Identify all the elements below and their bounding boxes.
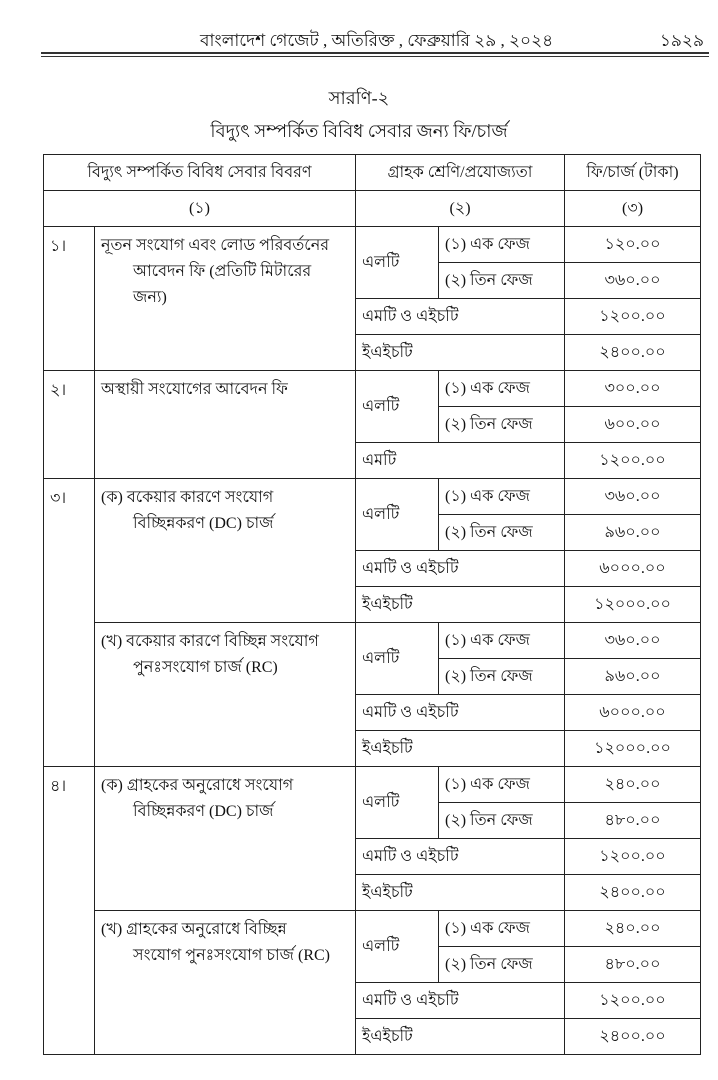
fee-amount: ৩৬০.০০: [565, 623, 701, 659]
phase-type: (১) এক ফেজ: [439, 479, 565, 515]
customer-category: এলটি: [356, 227, 439, 299]
service-description: [95, 227, 356, 371]
description-line: (খ) গ্রাহকের অনুরোধে বিচ্ছিন্ন: [101, 921, 287, 938]
service-description: [95, 767, 356, 911]
fee-amount: ১২০০.০০: [565, 839, 701, 875]
fee-amount: ৬০০০.০০: [565, 551, 701, 587]
customer-category: এমটি ও এইচটি: [356, 983, 565, 1019]
phase-type: (২) তিন ফেজ: [439, 659, 565, 695]
column-header: বিদ্যুৎ সম্পর্কিত বিবিধ সেবার বিবরণ: [44, 155, 356, 191]
column-number-row: [44, 191, 701, 227]
customer-category: ইএইচটি: [356, 875, 565, 911]
customer-category: এমটি ও এইচটি: [356, 551, 565, 587]
description-line: (ক) গ্রাহকের অনুরোধে সংযোগ: [101, 777, 294, 794]
column-number: (১): [44, 191, 356, 227]
serial-number: ২।: [44, 371, 95, 479]
customer-category: এলটি: [356, 623, 439, 695]
header-divider: [41, 52, 709, 57]
fee-amount: ২৪০০.০০: [565, 335, 701, 371]
serial-number: ৪।: [44, 767, 95, 1055]
fee-amount: ২৪০.০০: [565, 911, 701, 947]
phase-type: (২) তিন ফেজ: [439, 515, 565, 551]
description-line: সংযোগ পুনঃসংযোগ চার্জ (RC): [133, 947, 330, 964]
phase-type: (২) তিন ফেজ: [439, 407, 565, 443]
service-description: [95, 371, 356, 479]
fee-amount: ২৪০০.০০: [565, 1019, 701, 1055]
service-description: [95, 911, 356, 1055]
table-row: [44, 911, 701, 947]
service-description: [95, 479, 356, 623]
table-row: [44, 371, 701, 407]
header-row: [44, 155, 701, 191]
customer-category: ইএইচটি: [356, 731, 565, 767]
description-line: (খ) বকেয়ার কারণে বিচ্ছিন্ন সংযোগ: [101, 633, 319, 650]
column-header: ফি/চার্জ (টাকা): [565, 155, 701, 191]
table-subtitle: বিদ্যুৎ সম্পর্কিত বিবিধ সেবার জন্য ফি/চার্জ: [210, 121, 508, 141]
fee-amount: ৬০০০.০০: [565, 695, 701, 731]
description-line: নূতন সংযোগ এবং লোড পরিবর্তনের: [101, 237, 330, 254]
fee-amount: ১২০০০.০০: [565, 587, 701, 623]
phase-type: (২) তিন ফেজ: [439, 803, 565, 839]
table-title: সারণি-২: [328, 88, 390, 108]
column-number: (৩): [565, 191, 701, 227]
customer-category: ইএইচটি: [356, 587, 565, 623]
phase-type: (২) তিন ফেজ: [439, 947, 565, 983]
column-header: গ্রাহক শ্রেণি/প্রযোজ্যতা: [356, 155, 565, 191]
fee-amount: ৯৬০.০০: [565, 515, 701, 551]
table-row: [44, 227, 701, 263]
phase-type: (১) এক ফেজ: [439, 371, 565, 407]
fee-amount: ৩০০.০০: [565, 371, 701, 407]
customer-category: এলটি: [356, 767, 439, 839]
customer-category: এমটি ও এইচটি: [356, 695, 565, 731]
service-description: [95, 623, 356, 767]
fee-amount: ১২০০০.০০: [565, 731, 701, 767]
description-line: অস্থায়ী সংযোগের আবেদন ফি: [101, 381, 288, 398]
fee-amount: ৩৬০.০০: [565, 263, 701, 299]
fee-amount: ৪৮০.০০: [565, 947, 701, 983]
phase-type: (২) তিন ফেজ: [439, 263, 565, 299]
fee-amount: ২৪০.০০: [565, 767, 701, 803]
fee-table: [43, 154, 701, 1055]
column-number: (২): [356, 191, 565, 227]
table-row: [44, 623, 701, 659]
description-line: বিচ্ছিন্নকরণ (DC) চার্জ: [133, 515, 274, 532]
phase-type: (১) এক ফেজ: [439, 767, 565, 803]
fee-amount: ১২০০.০০: [565, 443, 701, 479]
table-row: [44, 479, 701, 515]
fee-amount: ১২০০.০০: [565, 983, 701, 1019]
gazette-title: বাংলাদেশ গেজেট , অতিরিক্ত , ফেব্রুয়ারি ২৯ , ২০২৪: [200, 31, 554, 50]
customer-category: এমটি ও এইচটি: [356, 299, 565, 335]
description-line: আবেদন ফি (প্রতিটি মিটারের জন্য): [133, 263, 312, 306]
customer-category: এলটি: [356, 911, 439, 983]
customer-category: এমটি ও এইচটি: [356, 839, 565, 875]
description-line: (ক) বকেয়ার কারণে সংযোগ: [101, 489, 274, 506]
phase-type: (১) এক ফেজ: [439, 623, 565, 659]
fee-amount: ৩৬০.০০: [565, 479, 701, 515]
customer-category: এলটি: [356, 371, 439, 443]
fee-amount: ৬০০.০০: [565, 407, 701, 443]
description-line: পুনঃসংযোগ চার্জ (RC): [133, 659, 278, 676]
fee-amount: ১২০.০০: [565, 227, 701, 263]
description-line: বিচ্ছিন্নকরণ (DC) চার্জ: [133, 803, 274, 820]
customer-category: ইএইচটি: [356, 335, 565, 371]
customer-category: ইএইচটি: [356, 1019, 565, 1055]
fee-amount: ৯৬০.০০: [565, 659, 701, 695]
serial-number: ১।: [44, 227, 95, 371]
customer-category: এলটি: [356, 479, 439, 551]
page-number: ১৯২৯: [659, 31, 704, 50]
phase-type: (১) এক ফেজ: [439, 911, 565, 947]
fee-amount: ৪৮০.০০: [565, 803, 701, 839]
page-header: [0, 28, 718, 52]
fee-amount: ১২০০.০০: [565, 299, 701, 335]
fee-amount: ২৪০০.০০: [565, 875, 701, 911]
phase-type: (১) এক ফেজ: [439, 227, 565, 263]
serial-number: ৩।: [44, 479, 95, 767]
table-row: [44, 767, 701, 803]
customer-category: এমটি: [356, 443, 565, 479]
